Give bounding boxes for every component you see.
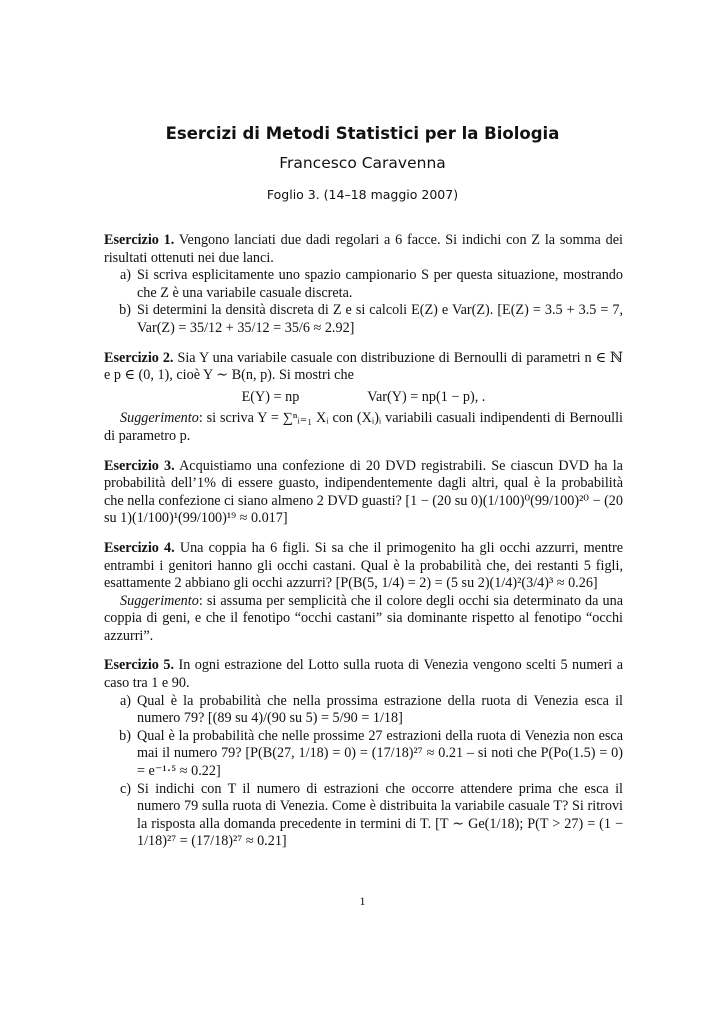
exercise-4-text	[104, 540, 623, 593]
document-author: Francesco Caravenna	[279, 154, 446, 172]
exercise-1-item-b	[104, 302, 623, 337]
exercise-1	[104, 232, 623, 338]
sheet-info: Foglio 3. (14–18 maggio 2007)	[266, 187, 459, 202]
exercise-2-label: Esercizio 2.	[104, 349, 174, 366]
item-label: b)	[119, 302, 131, 319]
exercise-5-intro-text: In ogni estrazione del Lotto sulla ruota di Venezia vengono scelti 5 numeri a caso tra 1 e 90.	[104, 657, 624, 692]
item-text: Qual è la probabilità che nelle prossime 27 estrazioni della ruota di Venezia non esca mai il numero 79? [P(B(27, 1/18) = 0) = (17/18)²⁷ ≈ 0.21 – si noti che P(Po(1.5) = 0) = e⁻¹·⁵ ≈ 0.22]	[137, 727, 623, 780]
exercise-1-intro-text: Vengono lanciati due dadi regolari a 6 facce. Si indichi con Z la somma dei risultati ottenuti nei due lanci.	[104, 232, 623, 266]
exercise-5-item-c	[104, 781, 623, 851]
equation-expectation: E(Y) = np	[241, 388, 300, 405]
exercise-4-hint	[104, 593, 623, 646]
item-text: Si determini la densità discreta di Z e si calcoli E(Z) e Var(Z). [E(Z) = 3.5 + 3.5 = 7, Var(Z) = 35/12 + 35/12 = 35/6 ≈ 2.92]	[137, 302, 623, 336]
item-label: a)	[119, 267, 131, 284]
exercise-5-item-b	[104, 728, 623, 781]
exercise-1-item-a	[104, 267, 623, 302]
hint-label: Suggerimento	[120, 592, 199, 609]
equation-variance: Var(Y) = np(1 − p), .	[367, 388, 486, 405]
item-label: a)	[119, 692, 131, 709]
exercise-5-item-a	[104, 693, 623, 728]
exercise-1-label: Esercizio 1.	[104, 232, 175, 248]
exercise-2-intro-text: Sia Y una variabile casuale con distribuzione di Bernoulli di parametri n ∈ ℕ e p ∈ (0, 1), cioè Y ∼ B(n, p). Si mostri che	[104, 349, 623, 384]
hint-label: Suggerimento	[120, 410, 199, 427]
exercise-1-intro	[104, 232, 623, 267]
exercise-5-intro	[104, 657, 623, 692]
item-text: Si scriva esplicitamente uno spazio campionario S per questa situazione, mostrando che Z è una variabile casuale discreta.	[137, 267, 623, 301]
hint-text: : si scriva Y = ∑ⁿᵢ₌₁ Xᵢ con (Xᵢ)ᵢ variabili casuali indipendenti di Bernoulli di parametro p.	[104, 410, 623, 444]
exercise-5-label: Esercizio 5.	[104, 657, 174, 674]
document-title: Esercizi di Metodi Statistici per la Biologia	[165, 124, 560, 143]
exercise-3	[104, 458, 623, 528]
exercise-3-text	[104, 458, 623, 528]
exercise-4-label: Esercizio 4.	[104, 539, 175, 556]
item-label: b)	[119, 727, 131, 744]
exercise-2-display-equation	[104, 389, 623, 407]
hint-text: : si assuma per semplicità che il colore degli occhi sia determinato da una coppia di geni, e che il fenotipo “occhi castani” sia dominante rispetto al fenotipo “occhi azzurri”.	[104, 592, 623, 644]
exercise-3-body: Acquistiamo una confezione di 20 DVD registrabili. Se ciascun DVD ha la probabilità dell’1% di essere guasto, indipendentemente dagli altri, qual è la probabilità che nella confezione ci siano almeno 2 DVD guasti? [1 − (20 su 0)(1/100)⁰(99/100)²⁰ − (20 su 1)(1/100)¹(99/100)¹⁹ ≈ 0.017]	[104, 457, 623, 527]
title-block	[0, 122, 725, 205]
exercise-list	[104, 232, 623, 863]
exercise-4-body: Una coppia ha 6 figli. Si sa che il primogenito ha gli occhi azzurri, mentre entrambi i genitori hanno gli occhi castani. Qual è la probabilità che, dei restanti 5 figli, esattamente 2 abbiano gli occhi azzurri? [P(B(5, 1/4) = 2) = (5 su 2)(1/4)²(3/4)³ ≈ 0.26]	[104, 539, 624, 592]
exercise-2-hint	[104, 410, 623, 445]
item-label: c)	[119, 780, 131, 797]
exercise-2-intro	[104, 350, 623, 385]
item-text: Si indichi con T il numero di estrazioni che occorre attendere prima che esca il numero 79 sulla ruota di Venezia. Come è distribuita la variabile casuale T? Si ritrovi la risposta alla domanda precedente in termini di T. [T ∼ Ge(1/18); P(T > 27) = (1 − 1/18)²⁷ = (17/18)²⁷ ≈ 0.21]	[137, 780, 623, 850]
exercise-4	[104, 540, 623, 646]
exercise-3-label: Esercizio 3.	[104, 457, 175, 474]
item-text: Qual è la probabilità che nella prossima estrazione della ruota di Venezia esca il numero 79? [(89 su 4)/(90 su 5) = 5/90 = 1/18]	[137, 692, 623, 727]
exercise-2	[104, 350, 623, 446]
page-number: 1	[359, 894, 366, 908]
exercise-5	[104, 657, 623, 851]
